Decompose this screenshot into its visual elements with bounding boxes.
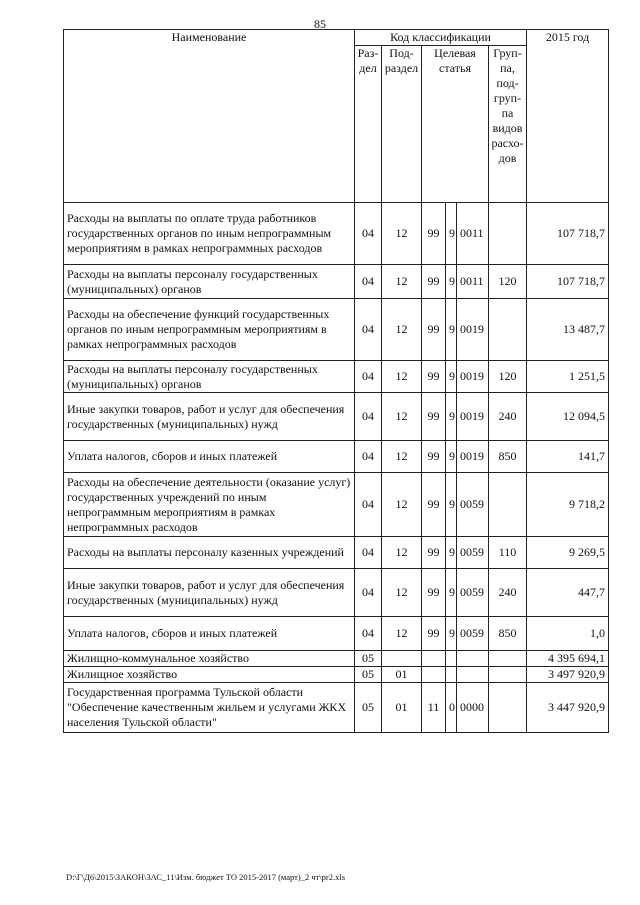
table-row: [64, 617, 609, 651]
table-row: [64, 265, 609, 299]
row-target-subprogram: 9: [446, 537, 457, 569]
row-podrazdel: 12: [382, 203, 422, 265]
table-row: [64, 569, 609, 617]
row-target-subprogram: 9: [446, 299, 457, 361]
row-name: Расходы на обеспечение функций государственных органов по иным непрограммным мероприятиям в рамках непрограммных расходов: [64, 299, 355, 361]
header-razdel: Раз- дел: [355, 46, 382, 203]
row-expense-group: 120: [489, 265, 527, 299]
row-target-subprogram: [446, 667, 457, 683]
table-row: [64, 393, 609, 441]
row-target-program: 99: [422, 537, 446, 569]
row-amount: 141,7: [527, 441, 609, 473]
row-target-subprogram: 0: [446, 683, 457, 733]
row-target-item: [457, 651, 489, 667]
row-podrazdel: [382, 651, 422, 667]
row-target-item: 0059: [457, 473, 489, 537]
row-target-subprogram: [446, 651, 457, 667]
row-podrazdel: 12: [382, 617, 422, 651]
row-razdel: 04: [355, 393, 382, 441]
row-expense-group: [489, 299, 527, 361]
page-number: 85: [314, 17, 326, 31]
row-podrazdel: 12: [382, 393, 422, 441]
row-podrazdel: 12: [382, 473, 422, 537]
row-amount: 1 251,5: [527, 361, 609, 393]
row-expense-group: 110: [489, 537, 527, 569]
row-target-program: 11: [422, 683, 446, 733]
table-row: [64, 299, 609, 361]
row-razdel: 04: [355, 361, 382, 393]
row-name: Расходы на выплаты персоналу государственных (муниципальных) органов: [64, 265, 355, 299]
row-target-program: 99: [422, 299, 446, 361]
header-target: Целевая статья: [422, 46, 489, 203]
row-target-item: 0019: [457, 441, 489, 473]
header-group: Груп- па, под- груп- па видов расхо- дов: [489, 46, 527, 203]
row-target-subprogram: 9: [446, 569, 457, 617]
row-name: Иные закупки товаров, работ и услуг для обеспечения государственных (муниципальных) нужд: [64, 569, 355, 617]
row-podrazdel: 12: [382, 361, 422, 393]
row-expense-group: [489, 651, 527, 667]
row-podrazdel: 12: [382, 299, 422, 361]
header-podrazdel: Под- раздел: [382, 46, 422, 203]
row-amount: 447,7: [527, 569, 609, 617]
row-name: Расходы на выплаты персоналу государственных (муниципальных) органов: [64, 361, 355, 393]
row-razdel: 04: [355, 537, 382, 569]
row-name: Государственная программа Тульской области "Обеспечение качественным жильем и услугами ЖКХ населения Тульской области": [64, 683, 355, 733]
row-name: Жилищное хозяйство: [64, 667, 355, 683]
row-target-program: 99: [422, 441, 446, 473]
row-target-program: 99: [422, 203, 446, 265]
row-target-program: 99: [422, 393, 446, 441]
row-name: Уплата налогов, сборов и иных платежей: [64, 617, 355, 651]
row-razdel: 05: [355, 667, 382, 683]
row-target-subprogram: 9: [446, 473, 457, 537]
row-expense-group: 850: [489, 617, 527, 651]
row-target-program: [422, 667, 446, 683]
row-target-item: 0019: [457, 393, 489, 441]
row-expense-group: [489, 667, 527, 683]
row-razdel: 04: [355, 473, 382, 537]
row-podrazdel: 12: [382, 537, 422, 569]
header-code-group: Код классификации: [355, 30, 527, 46]
budget-table: [63, 29, 609, 733]
table-row: [64, 667, 609, 683]
row-amount: 3 497 920,9: [527, 667, 609, 683]
row-expense-group: [489, 203, 527, 265]
row-expense-group: 850: [489, 441, 527, 473]
row-target-item: 0000: [457, 683, 489, 733]
row-name: Расходы на выплаты по оплате труда работников государственных органов по иным непрограммным мероприятиям в рамках непрограммных расходов: [64, 203, 355, 265]
row-razdel: 04: [355, 299, 382, 361]
row-amount: 107 718,7: [527, 203, 609, 265]
row-expense-group: 240: [489, 569, 527, 617]
row-name: Расходы на выплаты персоналу казенных учреждений: [64, 537, 355, 569]
row-target-item: [457, 667, 489, 683]
row-podrazdel: 01: [382, 667, 422, 683]
row-target-subprogram: 9: [446, 361, 457, 393]
table-row: [64, 537, 609, 569]
row-amount: 9 269,5: [527, 537, 609, 569]
row-razdel: 04: [355, 569, 382, 617]
row-razdel: 04: [355, 617, 382, 651]
row-target-subprogram: 9: [446, 617, 457, 651]
row-target-program: 99: [422, 473, 446, 537]
row-name: Жилищно-коммунальное хозяйство: [64, 651, 355, 667]
header-name: Наименование: [64, 30, 355, 203]
row-target-item: 0011: [457, 265, 489, 299]
table-row: [64, 651, 609, 667]
row-amount: 9 718,2: [527, 473, 609, 537]
row-razdel: 05: [355, 683, 382, 733]
row-expense-group: [489, 473, 527, 537]
row-amount: 3 447 920,9: [527, 683, 609, 733]
row-target-program: 99: [422, 265, 446, 299]
row-podrazdel: 12: [382, 569, 422, 617]
row-target-item: 0011: [457, 203, 489, 265]
row-amount: 4 395 694,1: [527, 651, 609, 667]
table-row: [64, 361, 609, 393]
row-razdel: 04: [355, 265, 382, 299]
row-amount: 1,0: [527, 617, 609, 651]
row-name: Иные закупки товаров, работ и услуг для обеспечения государственных (муниципальных) нужд: [64, 393, 355, 441]
row-target-item: 0019: [457, 361, 489, 393]
row-razdel: 04: [355, 441, 382, 473]
row-target-subprogram: 9: [446, 441, 457, 473]
row-target-item: 0059: [457, 569, 489, 617]
row-target-program: 99: [422, 569, 446, 617]
row-target-program: 99: [422, 361, 446, 393]
row-target-subprogram: 9: [446, 393, 457, 441]
table-row: [64, 441, 609, 473]
row-expense-group: 120: [489, 361, 527, 393]
row-target-item: 0059: [457, 537, 489, 569]
row-amount: 107 718,7: [527, 265, 609, 299]
row-amount: 13 487,7: [527, 299, 609, 361]
row-target-subprogram: 9: [446, 265, 457, 299]
row-podrazdel: 01: [382, 683, 422, 733]
row-target-item: 0059: [457, 617, 489, 651]
row-target-subprogram: 9: [446, 203, 457, 265]
row-expense-group: [489, 683, 527, 733]
table-row: [64, 683, 609, 733]
header-year: 2015 год: [527, 30, 609, 203]
row-amount: 12 094,5: [527, 393, 609, 441]
row-target-program: 99: [422, 617, 446, 651]
table-row: [64, 473, 609, 537]
table-row: [64, 203, 609, 265]
row-target-program: [422, 651, 446, 667]
file-path-footer: D:\Г\Д6\2015\ЗАКОН\ЗАС_11\Изм. бюджет ТО 2015-2017 (март)_2 чт\pr2.xls: [66, 872, 346, 882]
row-podrazdel: 12: [382, 265, 422, 299]
row-podrazdel: 12: [382, 441, 422, 473]
row-target-item: 0019: [457, 299, 489, 361]
row-razdel: 05: [355, 651, 382, 667]
row-razdel: 04: [355, 203, 382, 265]
row-expense-group: 240: [489, 393, 527, 441]
row-name: Уплата налогов, сборов и иных платежей: [64, 441, 355, 473]
row-name: Расходы на обеспечение деятельности (оказание услуг) государственных учреждений по иным непрограммным мероприятиям в рамках непрограммных расходов: [64, 473, 355, 537]
